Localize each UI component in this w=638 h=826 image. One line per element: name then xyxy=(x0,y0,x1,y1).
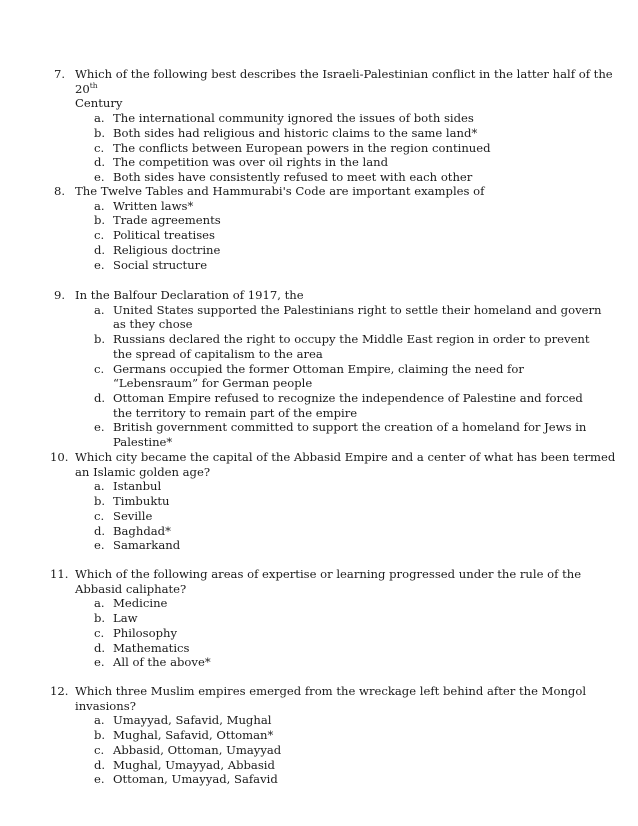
option xyxy=(0,170,620,185)
option xyxy=(0,626,620,641)
option xyxy=(0,713,620,728)
option-letter: c. xyxy=(94,625,105,640)
option-letter: a. xyxy=(94,596,105,611)
option-text: Mathematics xyxy=(113,640,190,655)
option-letter: e. xyxy=(94,169,105,184)
question-7 xyxy=(0,67,620,185)
option-letter: a. xyxy=(94,713,105,728)
option-text: Ottoman, Umayyad, Safavid xyxy=(113,772,278,787)
question-stem xyxy=(0,288,620,303)
option-text: Abbasid, Ottoman, Umayyad xyxy=(113,742,282,757)
question-text: Which three Muslim empires emerged from the wreckage left behind after the Mongol invasions? xyxy=(75,684,587,713)
option xyxy=(0,611,620,626)
question-stem xyxy=(0,567,620,596)
option xyxy=(0,494,620,509)
question-9 xyxy=(0,288,620,450)
option-letter: a. xyxy=(94,198,105,213)
option-letter: b. xyxy=(94,125,106,140)
option-letter: d. xyxy=(94,523,106,538)
option xyxy=(0,524,620,539)
option-text: Mughal, Umayyad, Abbasid xyxy=(113,757,275,772)
option xyxy=(0,155,620,170)
option-text: Both sides have consistently refused to meet with each other xyxy=(113,169,473,184)
option-letter: c. xyxy=(94,508,105,523)
option-letter: d. xyxy=(94,390,106,405)
option xyxy=(0,213,620,228)
option xyxy=(0,538,620,553)
question-stem xyxy=(0,450,620,479)
option xyxy=(0,243,620,258)
option-letter: d. xyxy=(94,757,106,772)
option-letter: e. xyxy=(94,257,105,272)
option xyxy=(0,758,620,773)
option-text: Law xyxy=(113,611,138,626)
option-letter: e. xyxy=(94,420,105,435)
option-letter: c. xyxy=(94,140,105,155)
option-text: The conflicts between European powers in the region continued xyxy=(113,140,491,155)
option-text: Political treatises xyxy=(113,228,215,243)
option-letter: c. xyxy=(94,361,105,376)
option-text: Timbuktu xyxy=(113,494,170,509)
option-text: Religious doctrine xyxy=(113,242,221,257)
option-text: Trade agreements xyxy=(113,213,221,228)
option-text: Seville xyxy=(113,508,153,523)
option-letter: b. xyxy=(94,611,106,626)
question-number: 10. xyxy=(50,450,69,464)
option-letter: d. xyxy=(94,155,106,170)
option xyxy=(0,479,620,494)
question-number: 9. xyxy=(54,288,66,302)
question-text: Which of the following areas of expertise or learning progressed under the rule of the Abbasid caliphate? xyxy=(75,567,582,596)
option-text: Philosophy xyxy=(113,625,178,640)
option-letter: b. xyxy=(94,332,106,347)
option-text: Russians declared the right to occupy the Middle East region in order to prevent the spread of capitalism to the area xyxy=(113,332,590,361)
option-letter: a. xyxy=(94,479,105,494)
option xyxy=(0,258,620,273)
question-number: 12. xyxy=(50,684,69,698)
option xyxy=(0,509,620,524)
question-number: 11. xyxy=(50,567,69,581)
question-text-continued: Century xyxy=(75,96,123,111)
option-text: Social structure xyxy=(113,257,208,272)
option-text: Umayyad, Safavid, Mughal xyxy=(113,713,272,728)
option xyxy=(0,141,620,156)
option xyxy=(0,772,620,787)
option-letter: e. xyxy=(94,772,105,787)
option xyxy=(0,641,620,656)
question-text: Which of the following best describes the Israeli-Palestinian conflict in the latter half of the 20 xyxy=(75,67,613,96)
option xyxy=(0,332,620,361)
option-letter: c. xyxy=(94,742,105,757)
option xyxy=(0,655,620,670)
option-text: British government committed to support the creation of a homeland for Jews in Palestine* xyxy=(113,420,587,450)
option-letter: c. xyxy=(94,228,105,243)
superscript: th xyxy=(89,80,98,90)
option-text: Samarkand xyxy=(113,538,181,553)
option-text: Written laws* xyxy=(113,198,194,213)
question-text: The Twelve Tables and Hammurabi's Code are important examples of xyxy=(75,184,485,198)
option xyxy=(0,596,620,611)
option xyxy=(0,362,620,391)
option-text: Istanbul xyxy=(113,479,162,494)
option xyxy=(0,126,620,141)
question-stem xyxy=(0,684,620,713)
option-letter: a. xyxy=(94,111,105,126)
question-number: 7. xyxy=(54,67,66,81)
option-letter: b. xyxy=(94,494,106,509)
option-letter: b. xyxy=(94,728,106,743)
option-text: United States supported the Palestinians right to settle their homeland and govern as they chose xyxy=(113,302,602,332)
question-number: 8. xyxy=(54,184,66,198)
question-11 xyxy=(0,567,620,670)
option-text: Germans occupied the former Ottoman Empire, claiming the need for “Lebensraum” for German people xyxy=(113,361,524,391)
option-text: Baghdad* xyxy=(113,523,171,538)
question-stem xyxy=(0,184,620,199)
option-letter: d. xyxy=(94,640,106,655)
option-letter: e. xyxy=(94,655,105,670)
option xyxy=(0,111,620,126)
question-12 xyxy=(0,684,620,787)
question-8 xyxy=(0,184,620,272)
option xyxy=(0,199,620,214)
option xyxy=(0,743,620,758)
question-10 xyxy=(0,450,620,553)
option-text: The international community ignored the issues of both sides xyxy=(113,111,474,126)
option-letter: e. xyxy=(94,538,105,553)
option xyxy=(0,728,620,743)
option-text: Mughal, Safavid, Ottoman* xyxy=(113,728,274,743)
option xyxy=(0,420,620,449)
question-text: Which city became the capital of the Abbasid Empire and a center of what has been termed an Islamic golden age? xyxy=(75,450,616,479)
option-text: The competition was over oil rights in the land xyxy=(113,155,389,170)
option-letter: a. xyxy=(94,302,105,317)
question-stem xyxy=(0,67,620,111)
option xyxy=(0,391,620,420)
option-text: Ottoman Empire refused to recognize the independence of Palestine and forced the territory to remain part of the empire xyxy=(113,390,583,420)
option xyxy=(0,303,620,332)
option-text: Both sides had religious and historic claims to the same land* xyxy=(113,125,478,140)
option-text: Medicine xyxy=(113,596,168,611)
question-text: In the Balfour Declaration of 1917, the xyxy=(75,288,304,302)
option-text: All of the above* xyxy=(113,655,211,670)
option xyxy=(0,228,620,243)
option-letter: d. xyxy=(94,242,106,257)
option-letter: b. xyxy=(94,213,106,228)
